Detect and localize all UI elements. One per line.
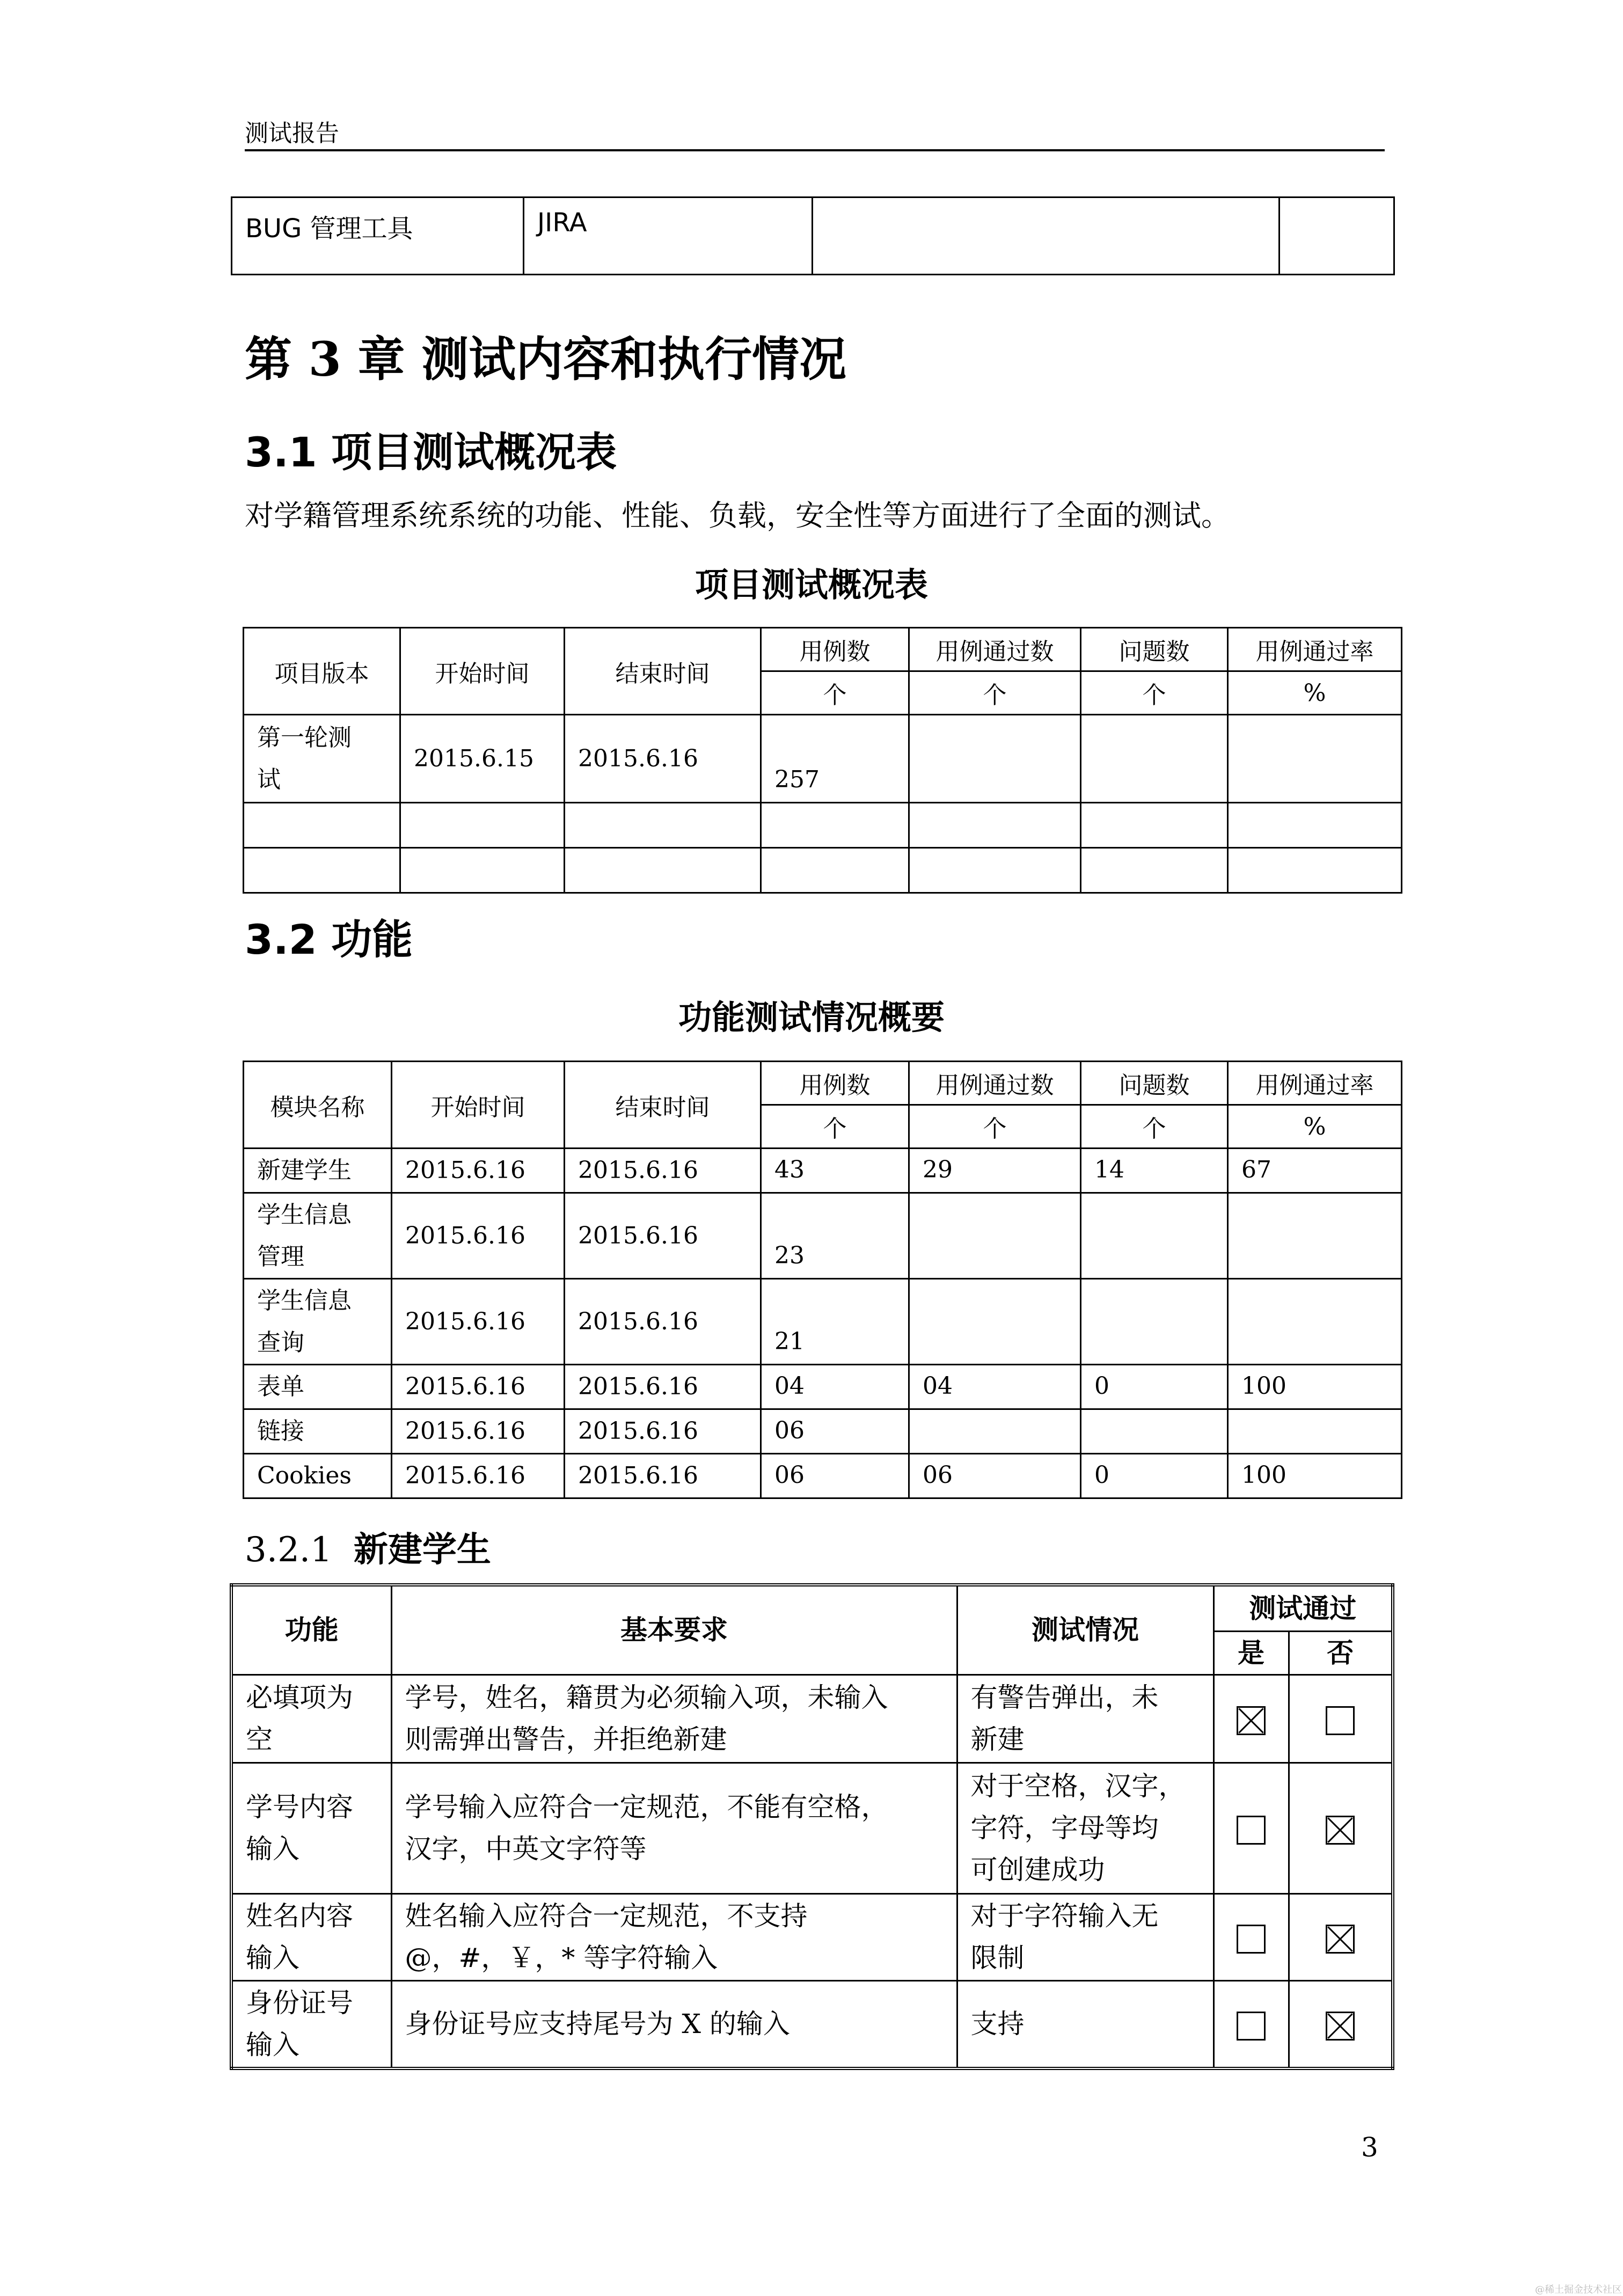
table-cell — [909, 1409, 1081, 1454]
table-cell: 2015.6.16 — [565, 1149, 761, 1193]
header-cell: 用例数 — [761, 1062, 909, 1105]
pass-no-cell — [1289, 1980, 1393, 2068]
table-cell — [1081, 1279, 1228, 1365]
table-cell: 2015.6.16 — [565, 1409, 761, 1454]
tool-label: BUG 管理工具 — [232, 198, 524, 275]
table-cell — [400, 803, 565, 848]
table-cell: 23 — [761, 1193, 909, 1279]
checked-box-icon — [1326, 2012, 1355, 2041]
table-cell: 2015.6.16 — [565, 1279, 761, 1365]
table-row — [244, 1279, 1402, 1365]
table-cell: 100 — [1228, 1454, 1402, 1498]
page-header-title: 测试报告 — [245, 120, 339, 147]
table-cell: 04 — [909, 1365, 1081, 1409]
table-cell: 2015.6.16 — [392, 1365, 565, 1409]
section-321-title: 新建学生 — [353, 1530, 491, 1570]
row-label-cell — [244, 803, 400, 848]
table-cell: 67 — [1228, 1149, 1402, 1193]
header-cell: 问题数 — [1081, 628, 1228, 671]
table-caption: 功能测试情况概要 — [678, 998, 945, 1037]
table-cell: 2015.6.16 — [565, 715, 761, 803]
table-cell — [400, 848, 565, 893]
req-cell: 姓名输入应符合一定规范，不支持 @，#，￥，* 等字符输入 — [391, 1893, 957, 1980]
row-label-cell: 学生信息 查询 — [244, 1279, 392, 1365]
unchecked-box-icon — [1237, 2012, 1266, 2041]
table-cell — [1081, 1409, 1228, 1454]
result-cell: 对于字符输入无 限制 — [957, 1893, 1213, 1980]
table-cell — [1081, 848, 1228, 893]
table-row — [231, 1893, 1393, 1980]
header-cell: 开始时间 — [392, 1062, 565, 1149]
header-cell: 用例通过数 — [909, 1062, 1081, 1105]
table-row — [231, 1980, 1393, 2068]
table-row — [244, 1193, 1402, 1279]
table-cell: 2015.6.16 — [565, 1365, 761, 1409]
table-cell — [1081, 803, 1228, 848]
table-cell — [1228, 1279, 1402, 1365]
table-cell — [761, 803, 909, 848]
header-cell: 问题数 — [1081, 1062, 1228, 1105]
result-cell: 支持 — [957, 1980, 1213, 2068]
req-cell: 学号，姓名，籍贯为必须输入项，未输入 则需弹出警告，并拒绝新建 — [391, 1675, 957, 1763]
unit-cell: 个 — [761, 671, 909, 715]
header-cell: 用例通过数 — [909, 628, 1081, 671]
project-overview-table — [243, 627, 1402, 894]
unit-cell: 个 — [909, 1105, 1081, 1149]
table-cell — [761, 848, 909, 893]
table-cell — [1081, 715, 1228, 803]
unit-cell: 个 — [1081, 671, 1228, 715]
table-cell: 2015.6.15 — [400, 715, 565, 803]
header-rule — [245, 149, 1385, 151]
table-cell: 257 — [761, 715, 909, 803]
result-cell: 有警告弹出，未 新建 — [957, 1675, 1213, 1763]
table-cell — [1228, 803, 1402, 848]
header-cell: 测试通过 — [1213, 1585, 1393, 1631]
table-cell — [565, 803, 761, 848]
table-cell: 06 — [761, 1454, 909, 1498]
pass-no-cell — [1289, 1675, 1393, 1763]
table-cell: 2015.6.16 — [392, 1409, 565, 1454]
table-cell: 43 — [761, 1149, 909, 1193]
header-cell: 否 — [1289, 1631, 1393, 1675]
table-cell: 0 — [1081, 1454, 1228, 1498]
table-row — [244, 1409, 1402, 1454]
row-label-cell: 链接 — [244, 1409, 392, 1454]
row-label-cell: Cookies — [244, 1454, 392, 1498]
unchecked-box-icon — [1326, 1706, 1355, 1735]
table-cell — [1081, 1193, 1228, 1279]
table-cell — [909, 1279, 1081, 1365]
pass-no-cell — [1289, 1893, 1393, 1980]
unchecked-box-icon — [1237, 1925, 1266, 1954]
table-cell: 2015.6.16 — [392, 1149, 565, 1193]
table-row — [244, 803, 1402, 848]
req-cell: 身份证号应支持尾号为 X 的输入 — [391, 1980, 957, 2068]
table-cell: 2015.6.16 — [392, 1279, 565, 1365]
pass-yes-cell — [1213, 1980, 1289, 2068]
unit-cell: % — [1228, 671, 1402, 715]
tool-empty-cell — [1280, 198, 1394, 275]
table-cell: 2015.6.16 — [392, 1454, 565, 1498]
table-cell: 06 — [909, 1454, 1081, 1498]
header-cell: 用例通过率 — [1228, 628, 1402, 671]
function-summary-table — [243, 1061, 1402, 1499]
pass-yes-cell — [1213, 1763, 1289, 1893]
tool-value: JIRA — [524, 198, 813, 275]
header-cell: 模块名称 — [244, 1062, 392, 1149]
checked-box-icon — [1326, 1816, 1355, 1845]
table-cell: 2015.6.16 — [565, 1193, 761, 1279]
table-row — [244, 848, 1402, 893]
watermark: @稀土掘金技术社区 — [1535, 2284, 1622, 2295]
table-cell — [1228, 715, 1402, 803]
tool-empty-cell — [813, 198, 1280, 275]
table-cell: 2015.6.16 — [392, 1193, 565, 1279]
table-cell: 21 — [761, 1279, 909, 1365]
table-caption: 项目测试概况表 — [694, 565, 928, 604]
header-cell: 功能 — [231, 1585, 391, 1675]
table-cell — [909, 715, 1081, 803]
table-cell: 100 — [1228, 1365, 1402, 1409]
row-label-cell: 学生信息 管理 — [244, 1193, 392, 1279]
table-cell — [1228, 848, 1402, 893]
header-cell: 测试情况 — [957, 1585, 1213, 1675]
header-cell: 用例通过率 — [1228, 1062, 1402, 1105]
row-label-cell: 第一轮测 试 — [244, 715, 400, 803]
header-cell: 开始时间 — [400, 628, 565, 715]
table-row — [231, 1675, 1393, 1763]
table-row — [244, 1149, 1402, 1193]
row-label-cell: 表单 — [244, 1365, 392, 1409]
func-cell: 必填项为 空 — [231, 1675, 391, 1763]
row-label-cell — [244, 848, 400, 893]
result-cell: 对于空格，汉字， 字符，字母等均 可创建成功 — [957, 1763, 1213, 1893]
table-cell — [909, 848, 1081, 893]
section-321-heading — [245, 1522, 491, 1571]
table-cell: 04 — [761, 1365, 909, 1409]
section-31-paragraph: 对学籍管理系统系统的功能、性能、负载，安全性等方面进行了全面的测试。 — [245, 499, 1230, 532]
header-cell: 基本要求 — [391, 1585, 957, 1675]
pass-yes-cell — [1213, 1893, 1289, 1980]
func-cell: 学号内容 输入 — [231, 1763, 391, 1893]
table-cell — [909, 1193, 1081, 1279]
table-cell — [1228, 1409, 1402, 1454]
header-cell: 是 — [1213, 1631, 1289, 1675]
unchecked-box-icon — [1237, 1816, 1266, 1845]
header-cell: 用例数 — [761, 628, 909, 671]
table-row — [244, 1454, 1402, 1498]
unit-cell: 个 — [1081, 1105, 1228, 1149]
section-321-number: 3.2.1 — [245, 1530, 332, 1570]
table-cell: 06 — [761, 1409, 909, 1454]
checked-box-icon — [1326, 1925, 1355, 1954]
unit-cell: 个 — [761, 1105, 909, 1149]
func-cell: 身份证号 输入 — [231, 1980, 391, 2068]
section-32-heading: 3.2 功能 — [245, 916, 413, 963]
page-number: 3 — [1361, 2132, 1378, 2163]
row-label-cell: 新建学生 — [244, 1149, 392, 1193]
req-cell: 学号输入应符合一定规范，不能有空格， 汉字，中英文字符等 — [391, 1763, 957, 1893]
pass-yes-cell — [1213, 1675, 1289, 1763]
table-cell — [1228, 1193, 1402, 1279]
table-cell: 14 — [1081, 1149, 1228, 1193]
unit-cell: % — [1228, 1105, 1402, 1149]
new-student-test-table — [230, 1583, 1394, 2070]
tool-table — [231, 196, 1395, 275]
table-row — [244, 1365, 1402, 1409]
table-cell: 2015.6.16 — [565, 1454, 761, 1498]
header-cell: 结束时间 — [565, 628, 761, 715]
header-cell: 项目版本 — [244, 628, 400, 715]
unit-cell: 个 — [909, 671, 1081, 715]
chapter-title: 第 3 章 测试内容和执行情况 — [245, 331, 847, 387]
func-cell: 姓名内容 输入 — [231, 1893, 391, 1980]
table-cell — [909, 803, 1081, 848]
pass-no-cell — [1289, 1763, 1393, 1893]
table-row — [231, 1763, 1393, 1893]
table-row — [244, 715, 1402, 803]
table-cell: 0 — [1081, 1365, 1228, 1409]
table-cell: 29 — [909, 1149, 1081, 1193]
section-31-heading: 3.1 项目测试概况表 — [245, 428, 617, 476]
checked-box-icon — [1237, 1706, 1266, 1735]
header-cell: 结束时间 — [565, 1062, 761, 1149]
table-cell — [565, 848, 761, 893]
